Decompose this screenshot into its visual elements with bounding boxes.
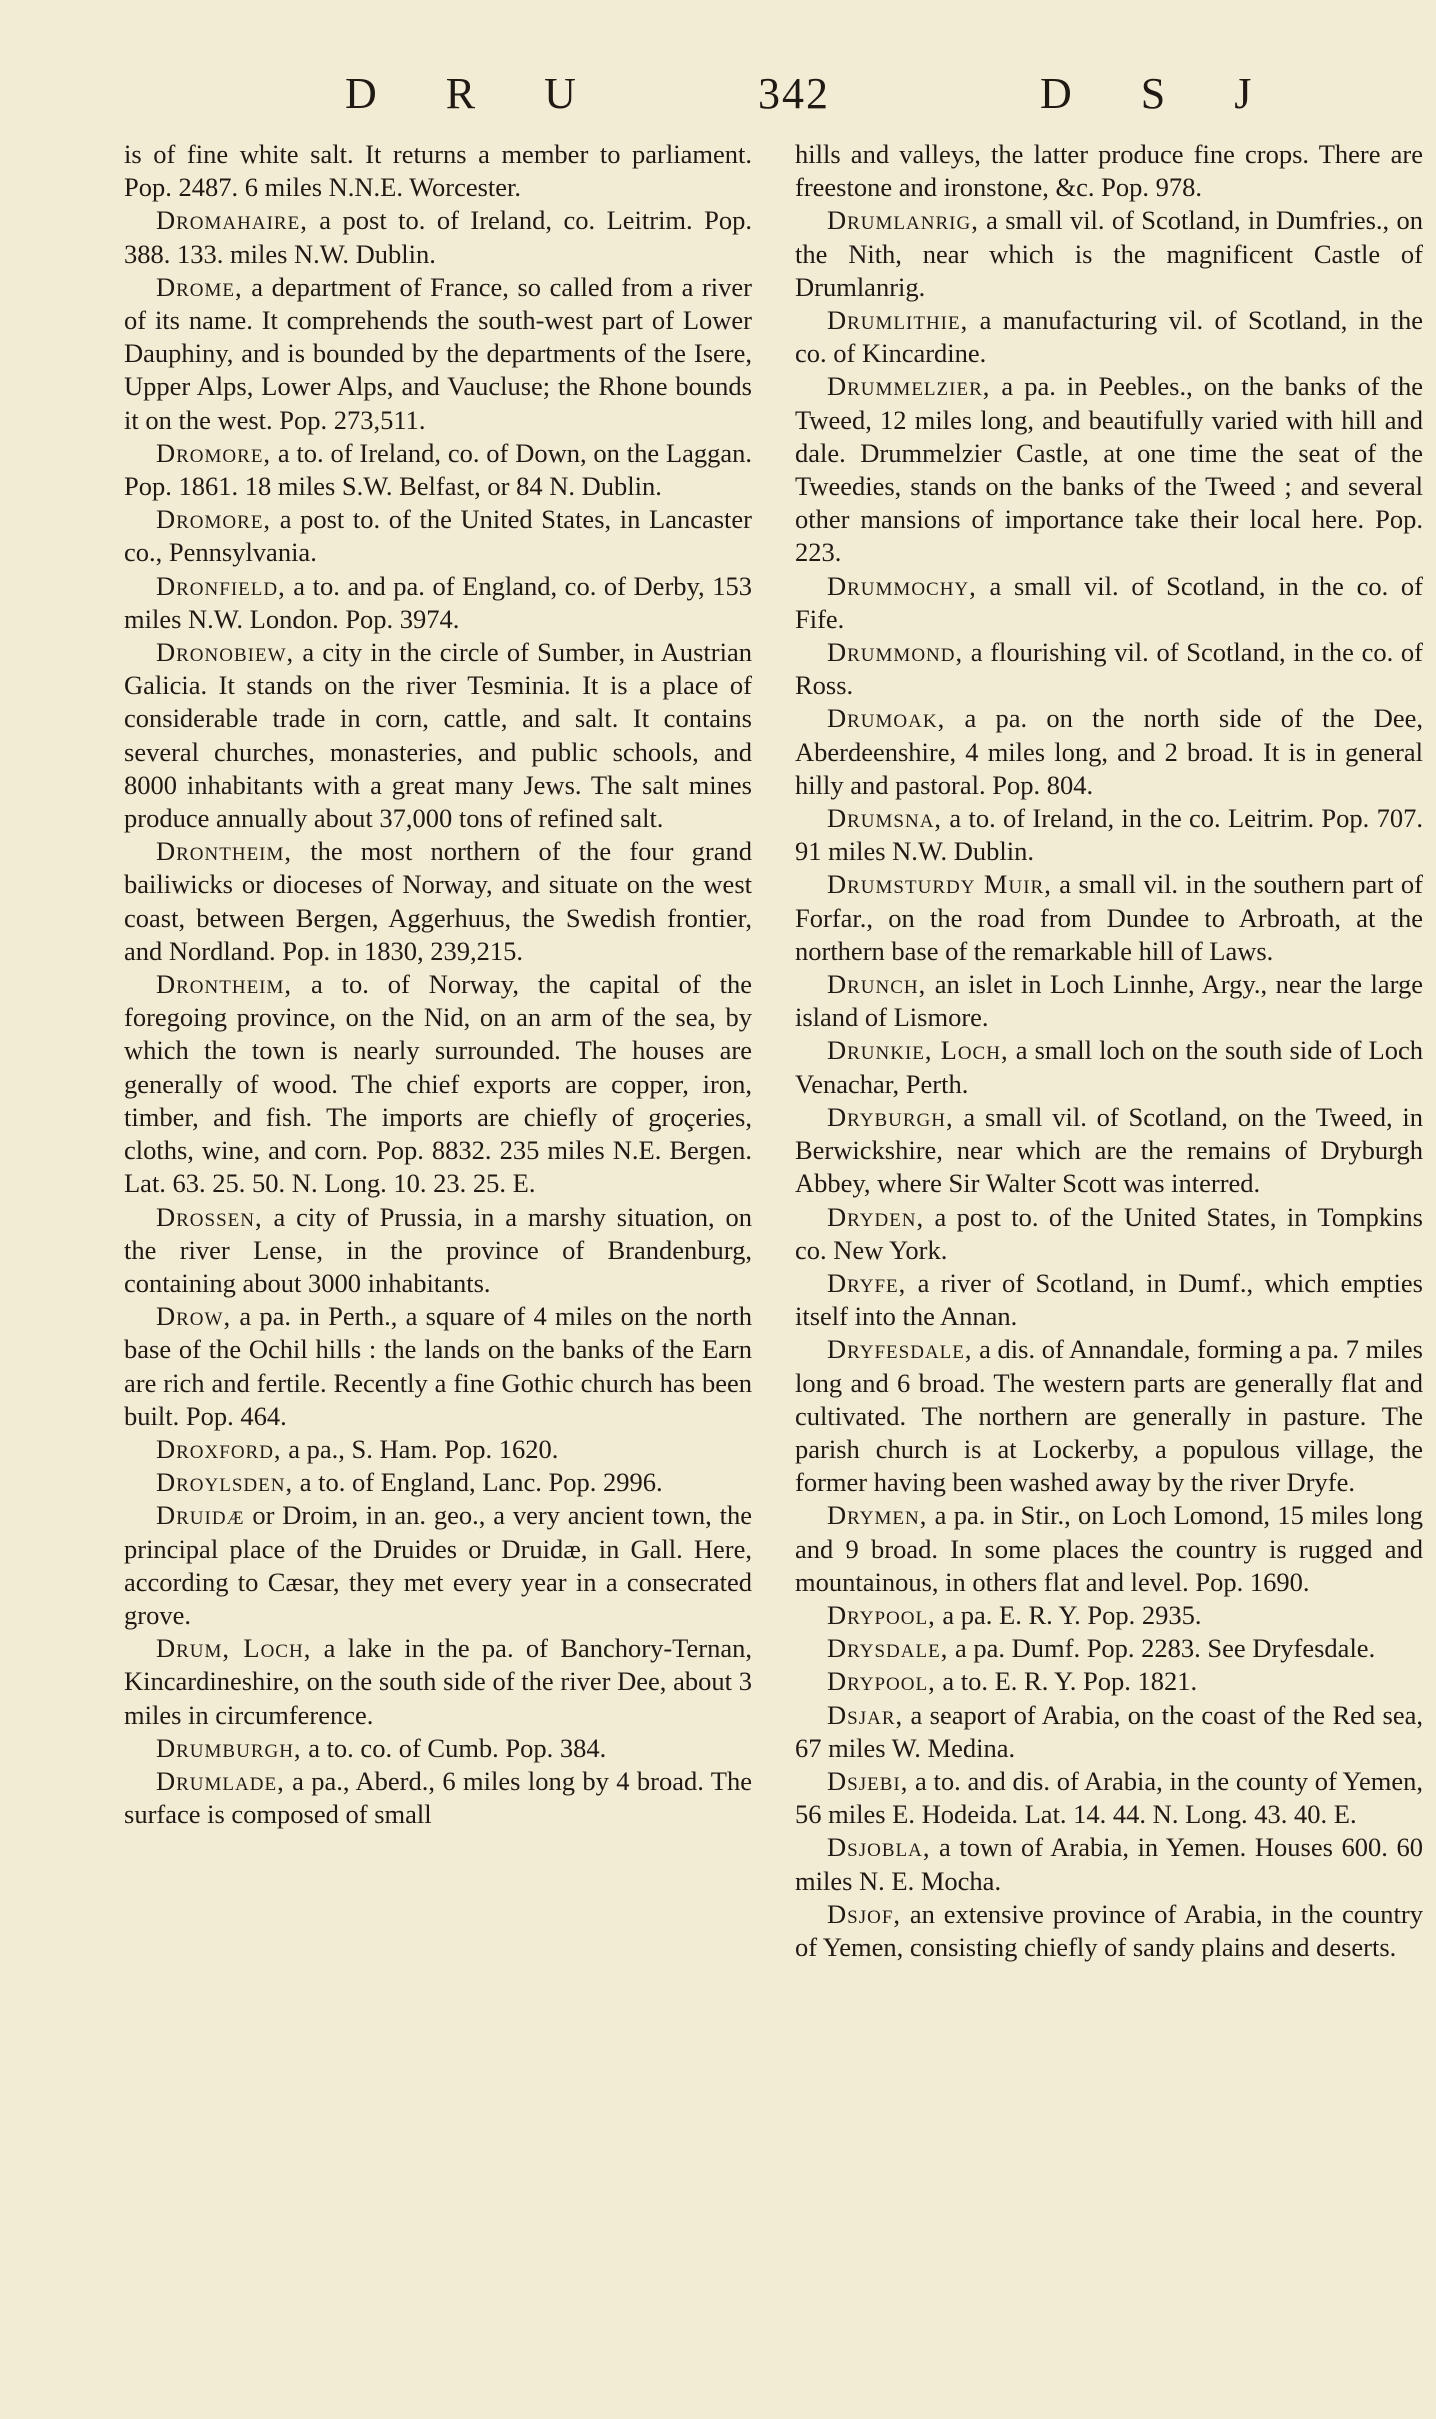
gazetteer-entry <box>124 1632 752 1732</box>
entry-headword: Dryfesdale, <box>827 1334 973 1365</box>
gazetteer-entry <box>795 968 1423 1034</box>
gazetteer-entry <box>795 570 1423 636</box>
entry-headword: Dryfe, <box>827 1267 907 1298</box>
entry-text: a small loch on the south side of Loch Venachar, Perth. <box>795 1035 1424 1099</box>
entry-text: a post to. of the United States, in Tompkins co. New York. <box>795 1201 1423 1265</box>
entry-headword: Drummond, <box>827 637 964 668</box>
entry-text: a to. of Ireland, in the co. Leitrim. Pop. 707. 91 miles N.W. Dublin. <box>795 803 1423 867</box>
gazetteer-entry <box>124 1201 752 1301</box>
entry-headword: Drumsna, <box>827 803 943 834</box>
entry-headword: Drum, Loch, <box>156 1633 312 1664</box>
gazetteer-entry <box>124 271 752 437</box>
gazetteer-entry <box>795 1665 1423 1698</box>
gazetteer-entry <box>795 802 1423 868</box>
gazetteer-entry <box>795 1831 1423 1897</box>
entry-text: a pa. Dumf. Pop. 2283. See Dryfesdale. <box>948 1633 1376 1664</box>
entry-text: an islet in Loch Linnhe, Argy., near the large island of Lismore. <box>795 969 1423 1033</box>
entry-text: a flourishing vil. of Scotland, in the co. of Ross. <box>795 637 1423 701</box>
gazetteer-entry <box>124 968 752 1200</box>
entry-headword: Drumsturdy Muir, <box>827 869 1052 900</box>
entry-headword: Dryden, <box>827 1201 925 1232</box>
entry-headword: Drunch, <box>827 969 927 1000</box>
gazetteer-entry <box>795 1333 1423 1499</box>
entry-headword: Dryburgh, <box>827 1101 954 1132</box>
entry-headword: Drumoak, <box>827 703 946 734</box>
entry-headword: Drow, <box>156 1301 232 1332</box>
entry-text: a post to. of Ireland, co. Leitrim. Pop. 388. 133. miles N.W. Dublin. <box>124 205 752 269</box>
gazetteer-entry <box>795 370 1423 569</box>
gazetteer-entry <box>795 1267 1423 1333</box>
entry-text: a to. of Ireland, co. of Down, on the Laggan. Pop. 1861. 18 miles S.W. Belfast, or 84 N. Dublin. <box>124 437 752 502</box>
gazetteer-entry <box>795 1898 1423 1964</box>
gazetteer-entry <box>795 868 1423 968</box>
header-left-guideword: D R U <box>345 69 590 118</box>
entry-text: the most northern of the four grand bailiwicks or dioceses of Norway, and situate on the west coast, between Bergen, Aggerhuus, the Swedish frontier, and Nordland. Pop. in 1830, 239,215. <box>124 836 752 966</box>
entry-headword: Dsjebi, <box>827 1765 909 1796</box>
entry-text: a pa. on the north side of the Dee, Aberdeenshire, 4 miles long, and 2 broad. It is in general hilly and pastoral. Pop. 804. <box>795 703 1423 800</box>
entry-text: a to. of Norway, the capital of the foregoing province, on the Nid, on an arm of the sea, by which the town is nearly surrounded. The houses are generally of wood. The chief exports are copper, iron, timber, and fish. The imports are chiefly of groçeries, cloths, wine, and corn. Pop. 8832. 235 miles N.E. Bergen. Lat. 63. 25. 50. N. Long. 10. 23. 25. E. <box>124 969 752 1199</box>
entry-headword: Dronfield, <box>156 570 286 601</box>
gazetteer-entry <box>795 1599 1423 1632</box>
gazetteer-entry <box>124 437 752 503</box>
entry-headword: Drypool, <box>827 1599 936 1630</box>
entry-headword: Drummochy, <box>827 570 977 601</box>
gazetteer-entry <box>124 204 752 270</box>
entry-text: a city of Prussia, in a marshy situation, on the river Lense, in the province of Brandenburg, containing about 3000 inhabitants. <box>124 1201 752 1298</box>
entry-text: a to. co. of Cumb. Pop. 384. <box>301 1732 607 1763</box>
entry-headword: Drumlithie, <box>827 305 969 336</box>
gazetteer-entry <box>124 1466 752 1499</box>
entry-headword: Dronobiew, <box>156 637 295 668</box>
gazetteer-entry <box>124 1433 752 1466</box>
entry-text: or Droim, in an. geo., a very ancient town, the principal place of the Druides or Druidæ, in Gall. Here, according to Cæsar, they met every year in a consecrated grove. <box>124 1500 752 1630</box>
gazetteer-entry <box>124 835 752 968</box>
entry-headword: Dsjobla, <box>827 1832 931 1863</box>
gazetteer-entry <box>124 138 752 204</box>
gazetteer-entry <box>124 1765 752 1831</box>
entry-text: a pa., S. Ham. Pop. 1620. <box>281 1433 559 1464</box>
entry-headword: Drummelzier, <box>827 371 991 402</box>
entry-text: is of fine white salt. It returns a member to parliament. Pop. 2487. 6 miles N.N.E. Worcester. <box>124 139 752 203</box>
gazetteer-entry <box>795 1765 1423 1831</box>
gazetteer-entry <box>124 636 752 835</box>
entry-headword: Dromore, <box>156 437 272 468</box>
header-right-guideword: D S J <box>1040 69 1266 118</box>
entry-text: a dis. of Annandale, forming a pa. 7 miles long and 6 broad. The western parts are generally flat and cultivated. The northern are generally in pasture. The parish church is at Lockerby, a populous village, the former having been washed away by the river Dryfe. <box>795 1334 1423 1498</box>
right-column <box>795 138 1423 1964</box>
gazetteer-entry <box>795 1034 1423 1100</box>
entry-headword: Droxford, <box>156 1433 282 1464</box>
gazetteer-entry <box>795 702 1423 802</box>
entry-headword: Drontheim, <box>156 969 293 1000</box>
entry-text: a pa. in Peebles., on the banks of the Tweed, 12 miles long, and beautifully varied with hill and dale. Drummelzier Castle, at one time the seat of the Tweedies, stands on the banks of the Tweed ; and several other mansions of importance take their local here. Pop. 223. <box>795 371 1423 568</box>
page-number: 342 <box>758 69 830 118</box>
entry-text: a small vil. of Scotland, in the co. of Fife. <box>795 570 1423 634</box>
entry-text: a small vil. of Scotland, on the Tweed, in Berwickshire, near which are the remains of Dryburgh Abbey, where Sir Walter Scott was interred. <box>795 1101 1423 1199</box>
gazetteer-entry <box>124 1300 752 1433</box>
entry-text: a manufacturing vil. of Scotland, in the co. of Kincardine. <box>795 305 1423 369</box>
entry-text: a lake in the pa. of Banchory-Ternan, Kincardineshire, on the south side of the river Dee, about 3 miles in circumference. <box>124 1633 752 1730</box>
entry-headword: Drumlanrig, <box>827 205 979 236</box>
entry-text: a to. and pa. of England, co. of Derby, 153 miles N.W. London. Pop. 3974. <box>124 570 752 634</box>
entry-text: a pa. E. R. Y. Pop. 2935. <box>935 1599 1202 1630</box>
gazetteer-entry <box>795 1699 1423 1765</box>
left-column <box>124 138 752 1831</box>
gazetteer-entry <box>124 1732 752 1765</box>
page-header <box>0 68 1436 128</box>
gazetteer-entry <box>795 1499 1423 1599</box>
gazetteer-entry <box>795 204 1423 304</box>
entry-text: a seaport of Arabia, on the coast of the Red sea, 67 miles W. Medina. <box>795 1699 1423 1763</box>
entry-text: a department of France, so called from a river of its name. It comprehends the south-west part of Lower Dauphiny, and is bounded by the departments of the Isere, Upper Alps, Lower Alps, and Vaucluse; the Rhone bounds it on the west. Pop. 273,511. <box>124 271 752 435</box>
entry-headword: Drymen, <box>827 1500 928 1531</box>
gazetteer-entry <box>795 636 1423 702</box>
entry-headword: Dromore, <box>156 504 272 535</box>
entry-headword: Drossen, <box>156 1201 263 1232</box>
entry-headword: Drontheim, <box>156 836 293 867</box>
gazetteer-entry <box>795 138 1423 204</box>
entry-headword: Drunkie, Loch, <box>827 1035 1009 1066</box>
entry-headword: Drypool, <box>827 1666 936 1697</box>
entry-text: a pa., Aberd., 6 miles long by 4 broad. The surface is composed of small <box>124 1765 752 1830</box>
entry-text: a pa. in Perth., a square of 4 miles on the north base of the Ochil hills : the lands on the banks of the Earn are rich and fertile. Recently a fine Gothic church has been built. Pop. 464. <box>124 1301 752 1431</box>
entry-text: a post to. of the United States, in Lancaster co., Pennsylvania. <box>124 504 752 568</box>
entry-headword: Drome, <box>156 271 243 302</box>
entry-headword: Druidæ <box>156 1500 245 1531</box>
entry-text: a small vil. of Scotland, in Dumfries., on the Nith, near which is the magnificent Castle of Drumlanrig. <box>795 205 1423 302</box>
entry-text: hills and valleys, the latter produce fine crops. There are freestone and ironstone, &c. Pop. 978. <box>795 139 1423 203</box>
entry-headword: Dsjof, <box>827 1898 902 1929</box>
entry-text: a river of Scotland, in Dumf., which empties itself into the Annan. <box>795 1267 1423 1332</box>
entry-text: an extensive province of Arabia, in the country of Yemen, consisting chiefly of sandy plains and deserts. <box>795 1898 1423 1962</box>
gazetteer-entry <box>124 503 752 569</box>
entry-headword: Drumlade, <box>156 1765 285 1796</box>
entry-text: a small vil. in the southern part of Forfar., on the road from Dundee to Arbroath, at the northern base of the remarkable hill of Laws. <box>795 869 1423 966</box>
entry-headword: Drysdale, <box>827 1633 949 1664</box>
gazetteer-entry <box>795 1632 1423 1665</box>
gazetteer-entry <box>795 1101 1423 1201</box>
entry-headword: Dromahaire, <box>156 205 308 236</box>
entry-headword: Drumburgh, <box>156 1732 302 1763</box>
gazetteer-entry <box>795 1201 1423 1267</box>
gazetteer-entry <box>795 304 1423 370</box>
entry-text: a to. and dis. of Arabia, in the county of Yemen, 56 miles E. Hodeida. Lat. 14. 44. N. Long. 43. 40. E. <box>795 1765 1423 1830</box>
entry-text: a to. of England, Lanc. Pop. 2996. <box>293 1467 663 1498</box>
gazetteer-entry <box>124 1499 752 1632</box>
entry-text: a town of Arabia, in Yemen. Houses 600. 60 miles N. E. Mocha. <box>795 1832 1423 1896</box>
gazetteer-entry <box>124 570 752 636</box>
entry-text: a pa. in Stir., on Loch Lomond, 15 miles long and 9 broad. In some places the country is rugged and mountainous, in others flat and level. Pop. 1690. <box>795 1500 1423 1597</box>
entry-text: a to. E. R. Y. Pop. 1821. <box>935 1666 1198 1697</box>
entry-headword: Droylsden, <box>156 1467 294 1498</box>
entry-headword: Dsjar, <box>827 1699 904 1730</box>
entry-text: a city in the circle of Sumber, in Austrian Galicia. It stands on the river Tesminia. It is a place of considerable trade in corn, cattle, and salt. It contains several churches, monasteries, and public schools, and 8000 inhabitants with a great many Jews. The salt mines produce annually about 37,000 tons of refined salt. <box>124 637 752 834</box>
